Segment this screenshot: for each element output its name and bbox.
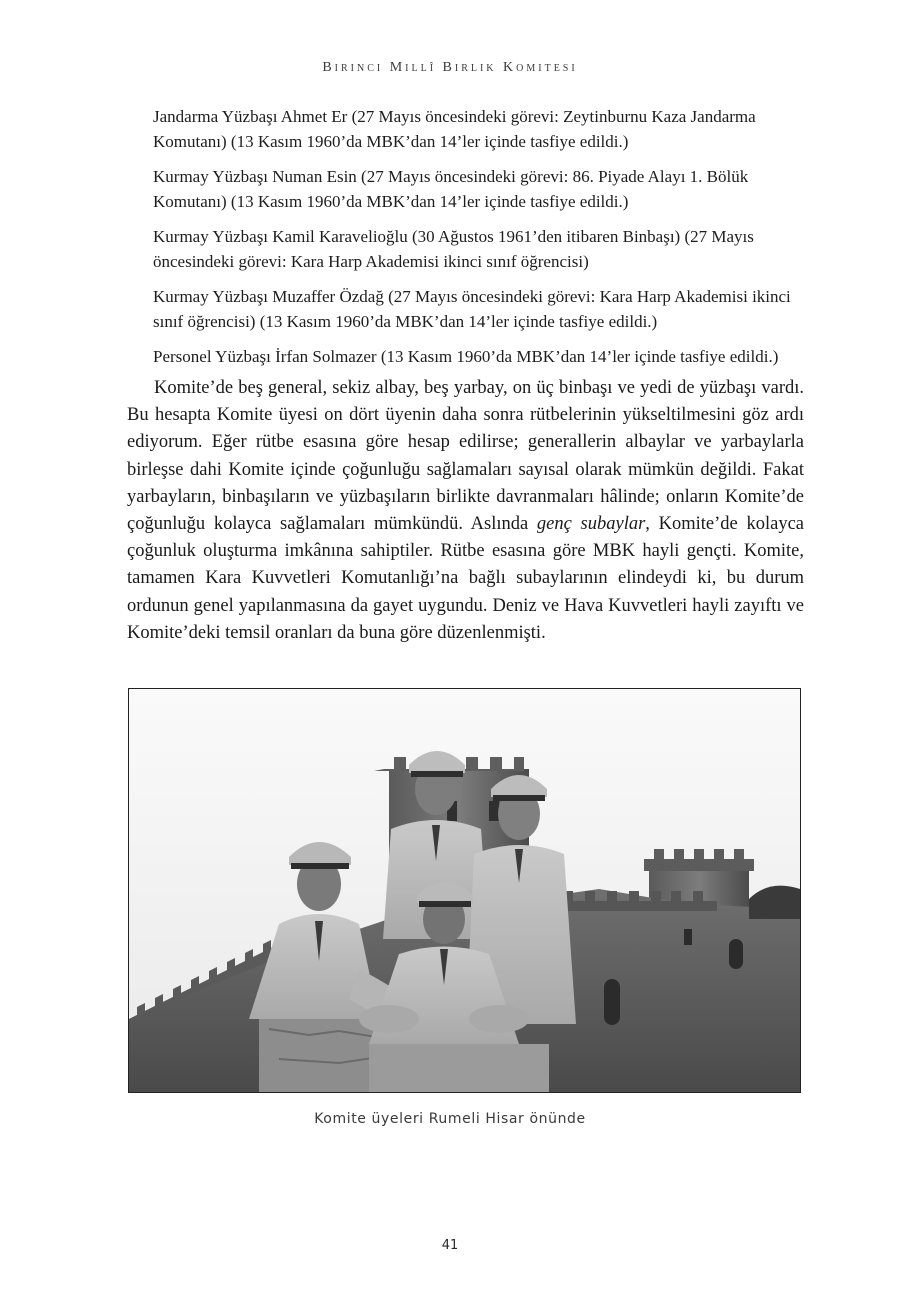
- member-entry: Kurmay Yüzbaşı Kamil Karavelioğlu (30 Ağustos 1961’den itibaren Binbaşı) (27 Mayıs öncesindeki görevi: Kara Harp Akademisi ikinci sınıf öğrencisi): [153, 227, 754, 271]
- paragraph-text-start: Komite’de beş general, sekiz albay, beş yarbay, on üç binbaşı ve yedi de yüzbaşı vardı. Bu hesapta Komite üyesi on dört üyenin daha sonra rütbelerinin yükseltilmesini göz ardı ediyorum. Eğer rütbe esasına göre hesap edilirse; generallerin albaylar ve yarbaylarla birleşse dahi Komite içinde çoğunluğu sağlamaları sayısal olarak mümkün değildi. Fakat yarbayların, binbaşıların ve yüzbaşıların birlikte davranmaları hâlinde; onların Komite’de çoğunluğu kolayca sağlamaları mümkündü. Aslında: [127, 378, 804, 535]
- member-entry: Kurmay Yüzbaşı Muzaffer Özdağ (27 Mayıs öncesindeki görevi: Kara Harp Akademisi ikinci sınıf öğrencisi) (13 Kasım 1960’da MBK’dan 14’ler içinde tasfiye edildi.): [153, 287, 791, 331]
- member-entry: Jandarma Yüzbaşı Ahmet Er (27 Mayıs öncesindeki görevi: Zeytinburnu Kaza Jandarma Komutanı) (13 Kasım 1960’da MBK’dan 14’ler içinde tasfiye edildi.): [153, 107, 756, 151]
- page-number: 41: [441, 1238, 459, 1253]
- paragraph-text-end: , Komite’de kolayca çoğunluk oluşturma imkânına sahiptiler. Rütbe esasına göre MBK hayli gençti. Komite, tamamen Kara Kuvvetleri Komutanlığı’na bağlı subaylarının elindeydi ki, bu durum ordunun genel yapılanmasına da gayet uygundu. Deniz ve Hava Kuvvetleri hayli zayıftı ve Komite’deki temsil oranları da buna göre düzenlenmişti.: [127, 514, 804, 643]
- running-header: Birinci Millî Birlik Komitesi: [322, 60, 578, 75]
- photo-officers-before-fortress: [129, 689, 800, 1092]
- figure-caption: Komite üyeleri Rumeli Hisar önünde: [314, 1111, 586, 1127]
- paragraph-emphasis: genç subaylar: [536, 514, 646, 535]
- body-paragraph: [127, 375, 804, 647]
- member-entry: Kurmay Yüzbaşı Numan Esin (27 Mayıs öncesindeki görevi: 86. Piyade Alayı 1. Bölük Komutanı) (13 Kasım 1960’da MBK’dan 14’ler içinde tasfiye edildi.): [153, 167, 749, 211]
- member-entry: Personel Yüzbaşı İrfan Solmazer (13 Kasım 1960’da MBK’dan 14’ler içinde tasfiye edildi.): [153, 347, 779, 366]
- photograph: [128, 688, 801, 1093]
- committee-member-list: [153, 104, 813, 379]
